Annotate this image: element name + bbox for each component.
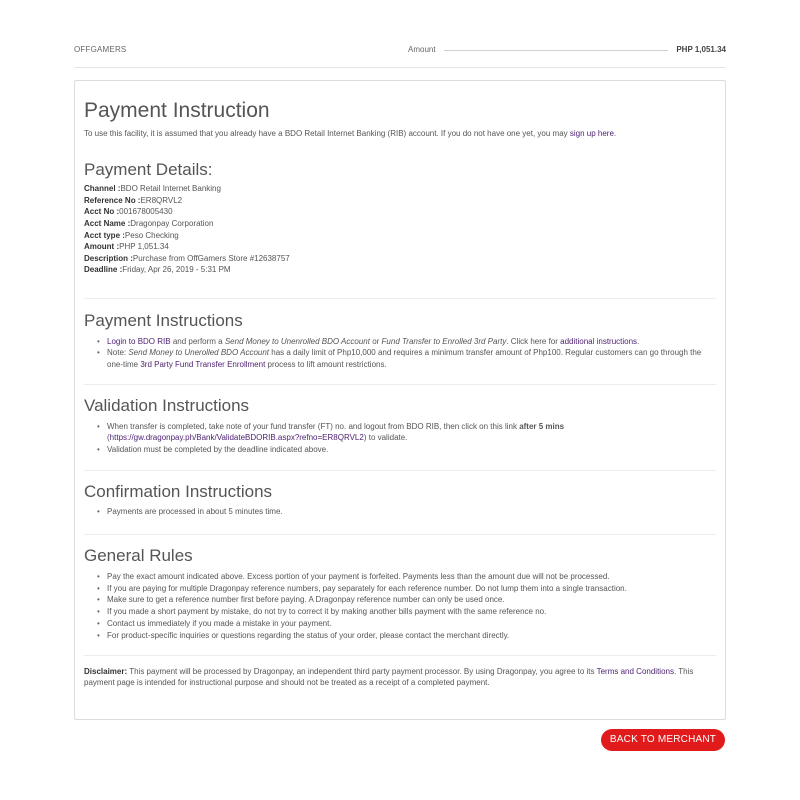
- list-item: • Validation must be completed by the deadline indicated above.: [97, 444, 716, 456]
- text-fragment: .: [637, 336, 640, 346]
- validate-link[interactable]: https://gw.dragonpay.ph/Bank/ValidateBDORIB.aspx?refno=ER8QRVL2: [109, 433, 364, 443]
- general-rules-heading: General Rules: [84, 546, 193, 566]
- detail-row: [84, 206, 716, 218]
- detail-value: PHP 1,051.34: [119, 242, 169, 252]
- detail-value: ER8QRVL2: [140, 195, 183, 205]
- merchant-name: OFFGAMERS: [74, 45, 127, 54]
- text-fragment: . Click here for: [506, 336, 561, 346]
- terms-link[interactable]: Terms and Conditions: [596, 666, 674, 676]
- detail-value: Purchase from OffGamers Store #12638757: [132, 253, 290, 263]
- list-item: • If you made a short payment by mistake, do not try to correct it by making another bills payment with the same reference no.: [97, 606, 716, 618]
- login-bdo-link[interactable]: Login to BDO RIB: [107, 336, 171, 346]
- list-item: • Contact us immediately if you made a mistake in your payment.: [97, 618, 716, 630]
- payment-instructions-heading: Payment Instructions: [84, 311, 243, 331]
- section-divider: [84, 298, 716, 299]
- list-item: • Pay the exact amount indicated above. Excess portion of your payment is forfeited. Payments less than the amount due will not be processed.: [97, 571, 716, 583]
- payment-details-heading: Payment Details:: [84, 159, 213, 179]
- detail-value: Peso Checking: [124, 230, 179, 240]
- disclaimer: [84, 666, 716, 689]
- top-bar: [74, 38, 726, 68]
- section-divider: [84, 655, 716, 656]
- detail-label: Deadline :: [84, 265, 123, 275]
- detail-row: [84, 230, 716, 242]
- text-fragment: (: [107, 433, 110, 443]
- list-item: • If you are paying for multiple Dragonpay reference numbers, pay separately for each reference number. Do not lump them into a single transaction.: [97, 583, 716, 595]
- detail-label: Acct type :: [84, 230, 125, 240]
- intro-body: To use this facility, it is assumed that you already have a BDO Retail Internet Banking (RIB) account. If you do not have one yet, you may: [84, 129, 570, 139]
- detail-label: Channel :: [84, 184, 121, 194]
- detail-label: Description :: [84, 253, 133, 263]
- validation-heading: Validation Instructions: [84, 395, 250, 415]
- page-title: Payment Instruction: [84, 99, 270, 122]
- list-item: • For product-specific inquiries or questions regarding the status of your order, please contact the merchant directly.: [97, 630, 716, 642]
- detail-row: [84, 241, 716, 253]
- amount-label: Amount: [408, 45, 436, 54]
- section-divider: [84, 470, 716, 471]
- text-fragment: . This payment page is intended for instructional purpose and should not be treated as a receipt of a completed payment.: [84, 666, 694, 688]
- confirmation-list: [84, 506, 716, 518]
- instruction-card: [74, 80, 726, 720]
- text-fragment: and perform a: [170, 336, 225, 346]
- detail-value: BDO Retail Internet Banking: [120, 184, 221, 194]
- detail-value: 001678005430: [119, 207, 173, 217]
- section-divider: [84, 534, 716, 535]
- confirmation-heading: Confirmation Instructions: [84, 481, 273, 501]
- text-fragment: process to lift amount restrictions.: [265, 360, 387, 370]
- text-fragment: ) to validate.: [363, 433, 408, 443]
- amount-divider: [444, 50, 668, 51]
- list-item: • Payments are processed in about 5 minutes time.: [97, 506, 716, 518]
- sign-up-link[interactable]: sign up here: [569, 129, 614, 139]
- validation-list: [84, 421, 716, 456]
- detail-row: [84, 264, 716, 276]
- amount-value: PHP 1,051.34: [676, 45, 726, 54]
- text-fragment: Note:: [107, 348, 129, 358]
- list-item: [97, 336, 716, 348]
- enrollment-link[interactable]: 3rd Party Fund Transfer Enrollment: [140, 360, 266, 370]
- section-divider: [84, 384, 716, 385]
- text-emphasis: Send Money to Unerolled BDO Account: [128, 348, 270, 358]
- list-item: [97, 421, 716, 445]
- payment-instructions-list: [84, 336, 716, 371]
- detail-label: Acct Name :: [84, 219, 131, 229]
- list-item: • Make sure to get a reference number first before paying. A Dragonpay reference number can only be used once.: [97, 594, 716, 606]
- detail-label: Reference No :: [84, 195, 141, 205]
- detail-row: [84, 183, 716, 195]
- instruction-content: [84, 99, 716, 689]
- back-to-merchant-button[interactable]: BACK TO MERCHANT: [601, 729, 725, 751]
- detail-value: Dragonpay Corporation: [130, 219, 214, 229]
- detail-value: Friday, Apr 26, 2019 - 5:31 PM: [122, 265, 231, 275]
- text-emphasis: Fund Transfer to Enrolled 3rd Party: [381, 336, 507, 346]
- detail-row: [84, 218, 716, 230]
- detail-label: Amount :: [84, 242, 120, 252]
- intro-suffix: .: [613, 129, 617, 139]
- payment-details: [84, 183, 716, 276]
- detail-label: Acct No :: [84, 207, 120, 217]
- text-fragment: has a daily limit of Php10,000 and requires a minimum transfer amount of Php100. Regular customers can go through the one-time: [107, 348, 702, 370]
- text-emphasis: Send Money to Unenrolled BDO Account: [224, 336, 370, 346]
- text-fragment: When transfer is completed, take note of your fund transfer (FT) no. and logout from BDO RIB, then click on this link: [107, 421, 520, 431]
- additional-instructions-link[interactable]: additional instructions: [560, 336, 638, 346]
- text-bold: after 5 mins: [519, 421, 565, 431]
- list-item: [97, 347, 716, 371]
- detail-row: [84, 253, 716, 265]
- general-rules-list: [84, 571, 716, 642]
- intro-text: [84, 128, 716, 140]
- text-fragment: or: [369, 336, 382, 346]
- disclaimer-label: Disclaimer:: [84, 666, 128, 676]
- text-fragment: This payment will be processed by Dragonpay, an independent third party payment processor. By using Dragonpay, you agree to its: [127, 666, 597, 676]
- detail-row: [84, 195, 716, 207]
